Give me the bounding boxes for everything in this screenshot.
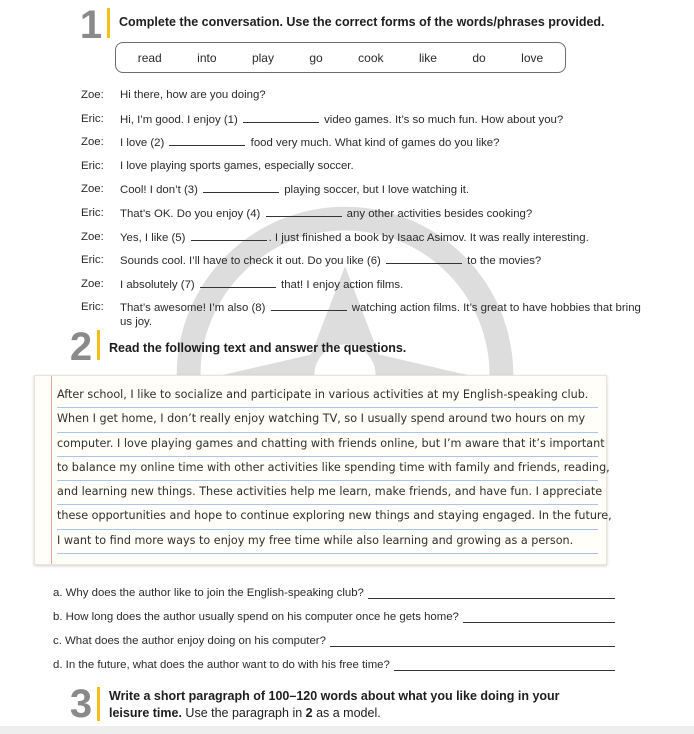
passage-line: to balance my online time with other activities like spending time with family and friends, reading, [57, 457, 598, 481]
exercise-instruction: Complete the conversation. Use the correct forms of the words/phrases provided. [119, 15, 605, 29]
speaker: Eric: [81, 301, 104, 314]
word-bank-item: play [251, 50, 274, 65]
word-bank-item: like [418, 50, 437, 65]
dialogue-line [81, 253, 641, 277]
answer-line[interactable] [463, 612, 615, 623]
utterance: Yes, I like (5) . I just finished a book by Isaac Asimov. It was really interesting. [120, 231, 589, 244]
answer-line[interactable] [368, 588, 615, 599]
word-bank-item: do [472, 50, 486, 65]
question-item [53, 623, 615, 647]
question-item [53, 599, 615, 623]
answer-blank-4[interactable] [266, 206, 342, 217]
speaker: Zoe: [81, 277, 104, 290]
dialogue-line [81, 277, 641, 301]
dialogue-line [81, 112, 641, 136]
passage-line: After school, I like to socialize and participate in various activities at my English-speaking club. [57, 384, 598, 408]
speaker: Zoe: [81, 136, 104, 149]
exercise-1-header [77, 3, 605, 47]
word-bank-item: love [521, 50, 544, 65]
dialogue-line [81, 159, 641, 183]
answer-blank-8[interactable] [271, 300, 347, 311]
passage-line: computer. I love playing games and chatting with friends online, but I’m aware that it’s important [57, 433, 598, 457]
dialogue-line [81, 135, 641, 159]
passage-line: I want to find more ways to enjoy my free time while also learning and growing as a person. [57, 530, 598, 554]
utterance: I absolutely (7) that! I enjoy action films. [120, 278, 404, 291]
exercise-2-header [67, 325, 407, 369]
question-text: d. In the future, what does the author want to do with his free time? [53, 659, 390, 671]
word-bank-item: read [137, 50, 162, 65]
word-bank-item: into [197, 50, 217, 65]
accent-bar [97, 330, 100, 360]
reading-passage [34, 375, 612, 565]
answer-blank-1[interactable] [243, 112, 319, 123]
answer-blank-3[interactable] [203, 182, 279, 193]
answer-blank-2[interactable] [169, 135, 245, 146]
notebook-margin [51, 376, 52, 564]
answer-blank-7[interactable] [200, 277, 276, 288]
accent-bar [97, 687, 100, 721]
speaker: Zoe: [81, 183, 104, 196]
speaker: Eric: [81, 159, 104, 172]
question-text: b. How long does the author usually spend on his computer once he gets home? [53, 611, 459, 623]
conversation [81, 88, 641, 334]
utterance: Cool! I don’t (3) playing soccer, but I love watching it. [120, 184, 470, 197]
passage-line: When I get home, I don’t really enjoy watching TV, so I usually spend around two hours on my [57, 408, 598, 432]
speaker: Eric: [81, 112, 104, 125]
exercise-3-header [67, 682, 560, 726]
passage-line: and learning new things. These activities help me learn, make friends, and have fun. I appreciate [57, 481, 598, 505]
answer-blank-5[interactable] [191, 230, 267, 241]
exercise-instruction: Read the following text and answer the questions. [109, 341, 407, 355]
dialogue-line [81, 230, 641, 254]
dialogue-line [81, 182, 641, 206]
exercise-number: 2 [69, 325, 93, 369]
word-bank-item: cook [358, 50, 384, 65]
exercise-number: 1 [79, 3, 103, 47]
utterance: That’s OK. Do you enjoy (4) any other activities besides cooking? [120, 207, 533, 220]
question-item [53, 575, 615, 599]
answer-blank-6[interactable] [386, 253, 462, 264]
dialogue-line [81, 88, 641, 112]
accent-bar [107, 8, 110, 38]
speaker: Zoe: [81, 89, 104, 101]
speaker: Eric: [81, 206, 104, 219]
exercise-instruction: Write a short paragraph of 100–120 words about what you like doing in your leisure time. Use the paragraph in 2 as a model. [109, 689, 560, 720]
answer-line[interactable] [394, 660, 615, 671]
dialogue-line [81, 206, 641, 230]
speaker: Eric: [81, 254, 104, 267]
word-bank-item: go [309, 50, 323, 65]
utterance: Sounds cool. I’ll have to check it out. Do you like (6) to the movies? [120, 255, 542, 268]
question-list [53, 575, 615, 671]
utterance: That’s awesome! I’m also (8) watching action films. It’s great to have hobbies that bring us joy. [120, 302, 641, 329]
utterance: I love (2) food very much. What kind of games do you like? [120, 137, 500, 150]
utterance: Hi, I’m good. I enjoy (1) video games. It’s so much fun. How about you? [120, 113, 564, 126]
answer-line[interactable] [330, 636, 615, 647]
question-item [53, 647, 615, 671]
word-bank [115, 42, 566, 73]
speaker: Zoe: [81, 230, 104, 243]
question-text: c. What does the author enjoy doing on his computer? [53, 635, 326, 647]
page-footer-strip [0, 726, 694, 734]
utterance: Hi there, how are you doing? [120, 89, 266, 101]
question-text: a. Why does the author like to join the English-speaking club? [53, 587, 364, 599]
exercise-number: 3 [69, 682, 93, 726]
utterance: I love playing sports games, especially soccer. [120, 159, 354, 172]
passage-line: these opportunities and hope to continue exploring new things and staying engaged. In the future, [57, 505, 598, 529]
